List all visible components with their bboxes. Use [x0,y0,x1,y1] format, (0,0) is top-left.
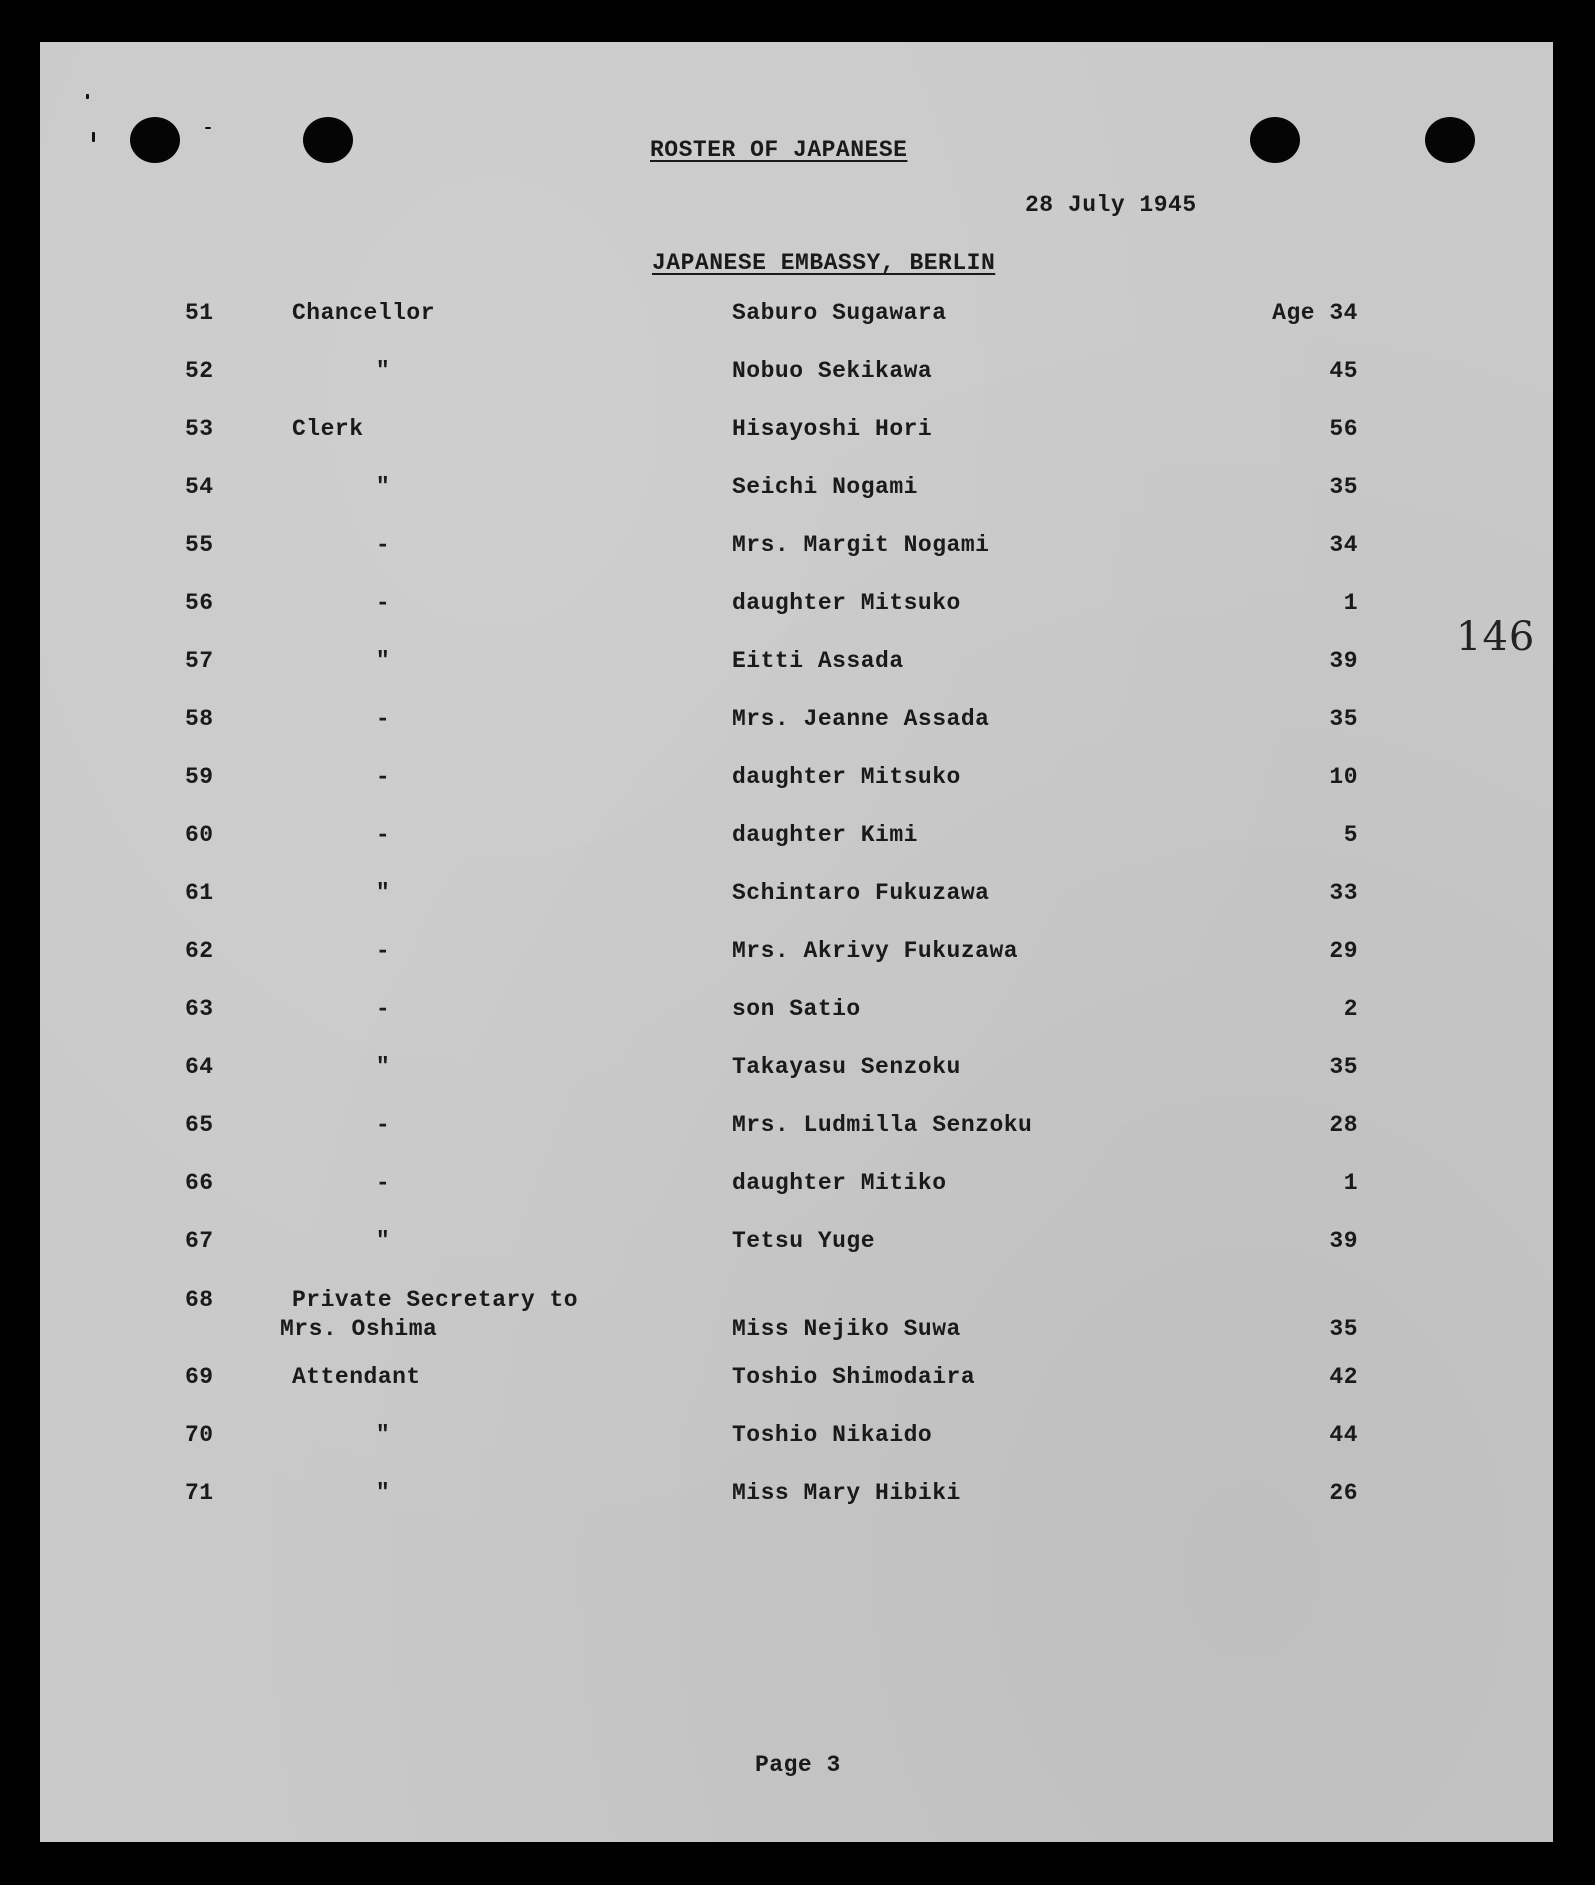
roster-number: 56 [185,590,214,616]
roster-number: 58 [185,706,214,732]
ditto-mark: " [375,880,391,906]
roster-age: 56 [1329,416,1358,442]
roster-number: 65 [185,1112,214,1138]
list-item [40,1287,1553,1342]
roster-number: 52 [185,358,214,384]
list-item [40,358,1553,398]
roster-name: daughter Mitiko [732,1170,947,1196]
roster-age: 39 [1329,1228,1358,1254]
list-item [40,1228,1553,1268]
roster-number: 57 [185,648,214,674]
roster-age: 44 [1329,1422,1358,1448]
roster-age: 28 [1329,1112,1358,1138]
roster-age: 35 [1329,1316,1358,1342]
ditto-mark: - [375,706,391,732]
roster-number: 67 [185,1228,214,1254]
list-item [40,532,1553,572]
list-item [40,300,1553,340]
roster-age: 35 [1329,474,1358,500]
roster-age: 35 [1329,1054,1358,1080]
roster-name: daughter Kimi [732,822,918,848]
roster-name: Mrs. Jeanne Assada [732,706,990,732]
roster-name: Mrs. Ludmilla Senzoku [732,1112,1033,1138]
roster-age: 35 [1329,706,1358,732]
ditto-mark: - [375,938,391,964]
ditto-mark: - [375,532,391,558]
ditto-mark: - [375,822,391,848]
list-item [40,648,1553,688]
document-subheading: JAPANESE EMBASSY, BERLIN [652,250,996,276]
list-item [40,764,1553,804]
roster-name: Eitti Assada [732,648,904,674]
roster-age: 42 [1329,1364,1358,1390]
roster-age: 26 [1329,1480,1358,1506]
ditto-mark: " [375,358,391,384]
roster-age: 1 [1343,1170,1358,1196]
roster-name: Hisayoshi Hori [732,416,933,442]
roster-number: 68 [185,1287,214,1313]
list-item [40,822,1553,862]
roster-number: 66 [185,1170,214,1196]
archive-stamp-number: 146 [1456,614,1536,660]
list-item [40,1480,1553,1520]
roster-name: Mrs. Akrivy Fukuzawa [732,938,1019,964]
roster-position: Attendant [292,1364,421,1390]
ditto-mark: - [375,1112,391,1138]
list-item [40,1112,1553,1152]
roster-age: 33 [1329,880,1358,906]
roster-number: 70 [185,1422,214,1448]
roster-name: Toshio Nikaido [732,1422,933,1448]
roster-number: 53 [185,416,214,442]
list-item [40,1364,1553,1404]
roster-age: 2 [1343,996,1358,1022]
list-item [40,706,1553,746]
roster-position: Private Secretary to [292,1287,579,1313]
list-item [40,938,1553,978]
ditto-mark: " [375,1054,391,1080]
roster-name: Takayasu Senzoku [732,1054,961,1080]
roster-position: Chancellor [292,300,436,326]
roster-name: Miss Nejiko Suwa [732,1316,961,1342]
roster-position-continued: Mrs. Oshima [280,1316,438,1342]
ditto-mark: - [375,1170,391,1196]
roster-age: 5 [1343,822,1358,848]
ditto-mark: " [375,1228,391,1254]
roster-name: Toshio Shimodaira [732,1364,976,1390]
roster-position: Clerk [292,416,364,442]
speck-mark [86,94,89,99]
punch-hole-icon [130,117,180,163]
roster-age: 1 [1343,590,1358,616]
roster-name: daughter Mitsuko [732,590,961,616]
ditto-mark: - [375,590,391,616]
list-item [40,1054,1553,1094]
roster-name: Schintaro Fukuzawa [732,880,990,906]
roster-name: Saburo Sugawara [732,300,947,326]
document-heading: ROSTER OF JAPANESE [650,137,908,163]
list-item [40,1422,1553,1462]
roster-number: 51 [185,300,214,326]
roster-number: 59 [185,764,214,790]
roster-number: 63 [185,996,214,1022]
speck-mark [205,127,211,129]
roster-age: 45 [1329,358,1358,384]
roster-number: 64 [185,1054,214,1080]
ditto-mark: " [375,474,391,500]
list-item [40,996,1553,1036]
roster-name: Tetsu Yuge [732,1228,876,1254]
list-item [40,880,1553,920]
list-item [40,474,1553,514]
roster-age: 39 [1329,648,1358,674]
list-item [40,416,1553,456]
punch-hole-icon [303,117,353,163]
ditto-mark: - [375,996,391,1022]
roster-number: 61 [185,880,214,906]
roster-name: son Satio [732,996,861,1022]
roster-number: 60 [185,822,214,848]
roster-name: Nobuo Sekikawa [732,358,933,384]
document-page [40,42,1553,1842]
roster-name: Miss Mary Hibiki [732,1480,961,1506]
roster-age: 29 [1329,938,1358,964]
list-item [40,590,1553,630]
page-number: Page 3 [755,1752,841,1778]
roster-number: 62 [185,938,214,964]
roster-number: 55 [185,532,214,558]
roster-age: 34 [1329,532,1358,558]
roster-number: 54 [185,474,214,500]
list-item [40,1170,1553,1210]
speck-mark [92,132,95,142]
roster-age: 10 [1329,764,1358,790]
ditto-mark: " [375,1422,391,1448]
roster-name: daughter Mitsuko [732,764,961,790]
ditto-mark: " [375,648,391,674]
punch-hole-icon [1425,117,1475,163]
roster-name: Mrs. Margit Nogami [732,532,990,558]
ditto-mark: " [375,1480,391,1506]
roster-name: Seichi Nogami [732,474,918,500]
document-date: 28 July 1945 [1025,192,1197,218]
roster-age: Age 34 [1272,300,1358,326]
roster-number: 69 [185,1364,214,1390]
punch-hole-icon [1250,117,1300,163]
roster-number: 71 [185,1480,214,1506]
ditto-mark: - [375,764,391,790]
